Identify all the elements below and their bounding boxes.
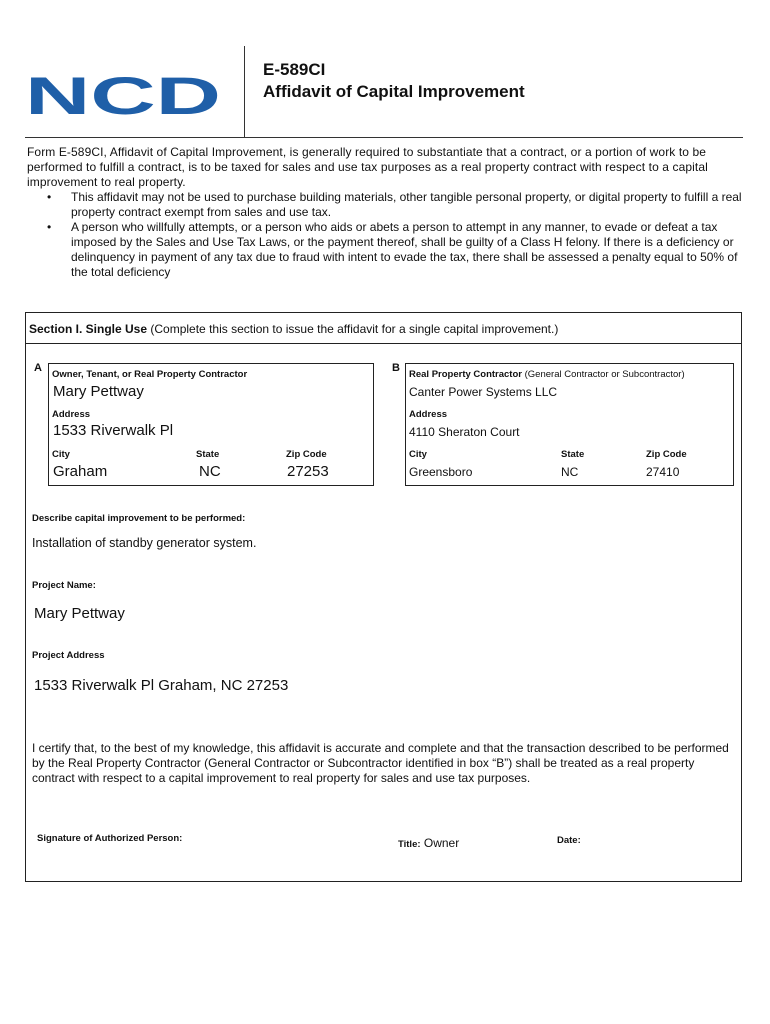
contractor-address-field[interactable]: 4110 Sheraton Court bbox=[409, 425, 520, 439]
title-label: Title: bbox=[398, 839, 421, 850]
bullet-text: This affidavit may not be used to purchase building materials, other tangible personal property, or digital property to fulfill a real property contract exempt from sales and use tax. bbox=[71, 190, 742, 219]
box-b-heading-note: (General Contractor or Subcontractor) bbox=[524, 369, 685, 380]
bullet-icon: • bbox=[47, 190, 52, 204]
box-b-zip-label: Zip Code bbox=[646, 449, 687, 460]
svg-text:NCD: NCD bbox=[25, 67, 221, 122]
box-b-letter: B bbox=[392, 362, 400, 374]
owner-city-field[interactable]: Graham bbox=[53, 463, 108, 480]
box-a-address-label: Address bbox=[52, 409, 91, 420]
signature-field[interactable] bbox=[190, 826, 385, 848]
section-1-title-bold: Section I. Single Use bbox=[29, 322, 148, 336]
section-1-title bbox=[29, 322, 558, 336]
box-b-address-label: Address bbox=[409, 409, 448, 420]
describe-field[interactable]: Installation of standby generator system. bbox=[32, 536, 257, 550]
bullet-text: A person who willfully attempts, or a person who aids or abets a person to attempt in any manner, to evade or defeat a tax imposed by the Sales and Use Tax Laws, or the payment thereof, shall be guilty of a Class H felony. If there is a deficiency or delinquency in payment of any tax due to fraud with intent to evade the tax, there shall be assessed a penalty equal to 50% of the total deficiency bbox=[71, 220, 738, 279]
owner-name-field[interactable]: Mary Pettway bbox=[53, 383, 144, 400]
box-a-state-label: State bbox=[196, 449, 220, 460]
header-divider-horizontal bbox=[25, 137, 743, 138]
box-a-zip-label: Zip Code bbox=[286, 449, 327, 460]
project-name-label: Project Name: bbox=[32, 580, 96, 591]
project-name-field[interactable]: Mary Pettway bbox=[34, 605, 125, 622]
bullet-icon: • bbox=[47, 220, 52, 234]
owner-address-field[interactable]: 1533 Riverwalk Pl bbox=[53, 422, 174, 439]
box-b-heading bbox=[409, 369, 685, 380]
box-a-city-label: City bbox=[52, 449, 70, 460]
contractor-zip-field[interactable]: 27410 bbox=[646, 465, 680, 479]
date-label: Date: bbox=[557, 835, 581, 846]
intro-paragraph: Form E-589CI, Affidavit of Capital Improvement, is generally required to substantiate that a contract, or a portion of work to be performed to fulfill a contract, is to be taxed for sales and use tax purposes as a real property contract with respect to a capital improvement to real property. bbox=[27, 145, 708, 189]
contractor-city-field[interactable]: Greensboro bbox=[409, 465, 473, 479]
box-a-letter: A bbox=[34, 362, 42, 374]
certification-text: I certify that, to the best of my knowledge, this affidavit is accurate and complete and that the transaction described to be performed by the Real Property Contractor (General Contractor or Subcontractor identified in box “B”) shall be treated as a real property contract with respect to a capital improvement to real property for sales and use tax purposes. bbox=[32, 741, 729, 785]
intro-bullets bbox=[27, 190, 743, 280]
owner-state-field[interactable]: NC bbox=[199, 463, 221, 480]
date-field[interactable] bbox=[588, 828, 728, 850]
header-divider-vertical bbox=[244, 46, 245, 138]
bullet-item bbox=[27, 190, 743, 220]
contractor-state-field[interactable]: NC bbox=[561, 465, 579, 479]
owner-zip-field[interactable]: 27253 bbox=[287, 463, 329, 480]
title-field[interactable]: Owner bbox=[423, 836, 460, 850]
form-code: E-589CI bbox=[263, 60, 326, 79]
describe-label: Describe capital improvement to be performed: bbox=[32, 513, 246, 524]
bullet-item bbox=[27, 220, 743, 280]
title-group bbox=[398, 836, 459, 850]
box-b-heading-bold: Real Property Contractor bbox=[409, 369, 522, 380]
box-a-heading: Owner, Tenant, or Real Property Contractor bbox=[52, 369, 248, 380]
signature-label: Signature of Authorized Person: bbox=[37, 833, 183, 844]
section-1-title-rest: (Complete this section to issue the affidavit for a single capital improvement.) bbox=[150, 322, 559, 336]
form-title: Affidavit of Capital Improvement bbox=[263, 82, 525, 101]
project-address-label: Project Address bbox=[32, 650, 105, 661]
box-b-city-label: City bbox=[409, 449, 427, 460]
project-address-field[interactable]: 1533 Riverwalk Pl Graham, NC 27253 bbox=[34, 677, 289, 694]
ncdor-logo bbox=[25, 66, 225, 122]
box-b-state-label: State bbox=[561, 449, 585, 460]
contractor-name-field[interactable]: Canter Power Systems LLC bbox=[409, 385, 558, 399]
